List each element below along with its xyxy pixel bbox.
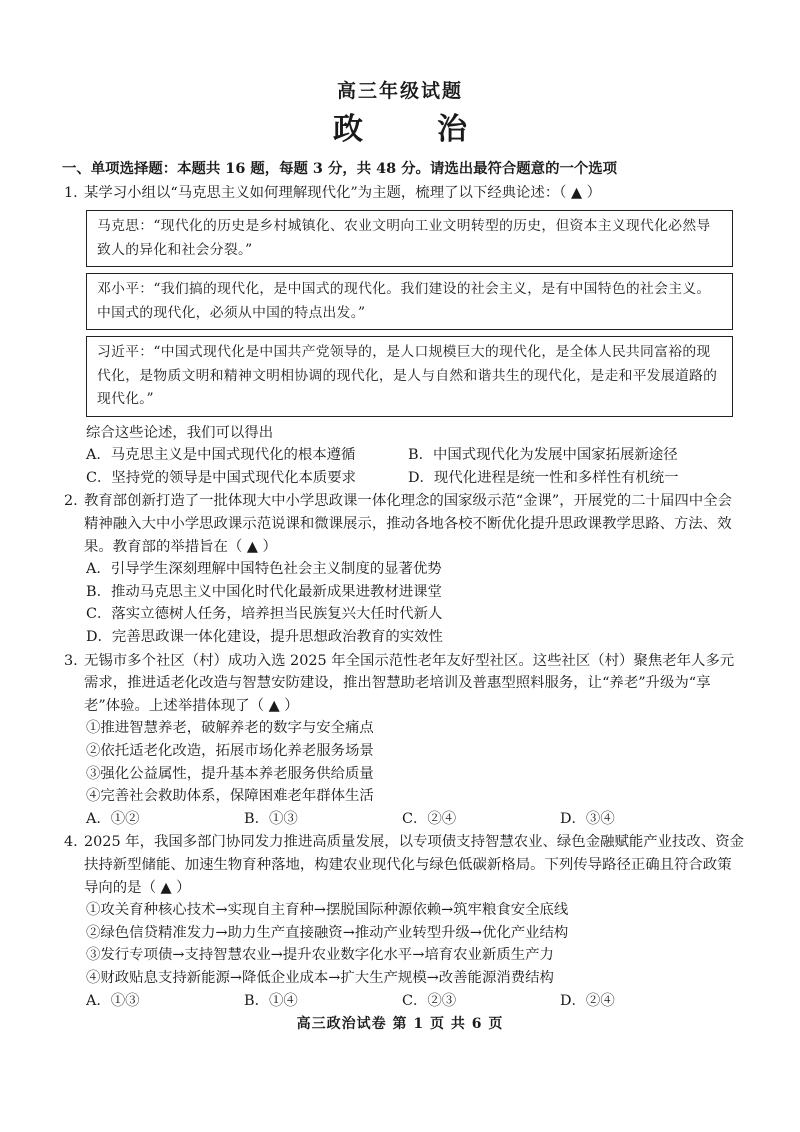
question-1-options: [64, 444, 744, 489]
question-4-stem: [64, 831, 744, 899]
question-1-lead: 综合这些论述，我们可以得出: [86, 424, 274, 441]
statement-2: ②绿色信贷精准发力→助力生产直接融资→推动产业转型升级→优化产业结构: [86, 924, 569, 941]
statement-1: ①推进智慧养老，破解养老的数字与安全痛点: [86, 720, 374, 737]
option-d: D．③④: [560, 810, 615, 827]
option-b: B．①③: [244, 810, 298, 827]
exam-title: 高三年级试题: [336, 80, 463, 102]
quote-box-xi: 习近平：“中国式现代化是中国共产党领导的，是人口规模巨大的现代化，是全体人民共同富裕的现代化，是物质文明和精神文明相协调的现代化，是人与自然和谐共生的现代化，是走和平发展道路的现代化。”: [86, 336, 733, 417]
statement-4: ④财政贴息支持新能源→降低企业成本→扩大生产规模→改善能源消费结构: [86, 969, 554, 986]
question-number: 2.: [64, 493, 78, 510]
option-a: A．马克思主义是中国式现代化的根本遵循: [86, 447, 356, 464]
quote-box-deng: 邓小平：“我们搞的现代化，是中国式的现代化。我们建设的社会主义，是有中国特色的社会主义。中国式的现代化，必须从中国的特点出发。”: [86, 273, 733, 330]
option-d: D．完善思政课一体化建设，提升思想政治教育的实效性: [86, 629, 443, 646]
option-a: A．①③: [86, 992, 140, 1009]
page-footer: 高三政治试卷 第 1 页 共 6 页: [296, 1016, 504, 1032]
question-3: [64, 650, 744, 831]
option-a: A．①②: [86, 810, 140, 827]
question-2-options: [64, 558, 744, 648]
question-3-stem: [64, 650, 744, 718]
statement-2: ②依托适老化改造，拓展市场化养老服务场景: [86, 743, 374, 759]
question-1-stem: [64, 182, 744, 205]
option-b: B．①④: [244, 992, 298, 1009]
question-number: 1.: [64, 184, 78, 201]
section-title: 一、单项选择题：本题共 16 题，每题 3 分，共 48 分。请选出最符合题意的一个选项: [62, 160, 618, 177]
statement-4: ④完善社会救助体系，保障困难老年群体生活: [86, 788, 374, 805]
question-1: [64, 182, 744, 490]
option-c: C．坚持党的领导是中国式现代化本质要求: [86, 469, 357, 486]
exam-content: [64, 158, 744, 1012]
question-text: 无锡市多个社区（村）成功入选 2025 年全国示范性老年友好型社区。这些社区（村）聚焦老年人多元需求，推进适老化改造与智慧安防建设，推出智慧助老培训及普惠型照料服务，让“养老”升级为“享老”体验。上述举措体现了（ ▲ ）: [84, 652, 735, 714]
statement-3: ③强化公益属性，提升基本养老服务供给质量: [86, 765, 374, 782]
option-c: C．②③: [402, 992, 457, 1009]
option-b: B．中国式现代化为发展中国家拓展新途径: [408, 447, 678, 464]
option-d: D．②④: [560, 992, 615, 1009]
option-c: C．落实立德树人任务，培养担当民族复兴大任时代新人: [86, 606, 443, 623]
question-text: 某学习小组以“马克思主义如何理解现代化”为主题，梳理了以下经典论述：（ ▲ ）: [84, 184, 602, 201]
question-2: [64, 490, 744, 648]
option-b: B．推动马克思主义中国化时代化最新成果进教材进课堂: [86, 583, 442, 600]
statement-1: ①攻关育种核心技术→实现自主育种→摆脱国际种源依赖→筑牢粮食安全底线: [86, 902, 569, 919]
exam-subject: 政 治: [333, 112, 489, 147]
question-text: 2025 年，我国多部门协同发力推进高质量发展，以专项债支持智慧农业、绿色金融赋能产业技改、资金扶持新型储能、加速生物育种落地，构建农业现代化与绿色低碳新格局。下列传导路径正确且符合政策导向的是（ ▲ ）: [84, 834, 744, 896]
option-a: A．引导学生深刻理解中国特色社会主义制度的显著优势: [86, 561, 442, 578]
quote-box-marx: 马克思：“现代化的历史是乡村城镇化、农业文明向工业文明转型的历史，但资本主义现代化必然导致人的异化和社会分裂。”: [86, 210, 733, 267]
statement-3: ③发行专项债→支持智慧农业→提升农业数字化水平→培育农业新质生产力: [86, 947, 554, 964]
question-2-stem: [64, 490, 744, 558]
option-d: D．现代化进程是统一性和多样性有机统一: [408, 469, 679, 486]
question-number: 3.: [64, 652, 78, 669]
question-4: [64, 831, 744, 1012]
question-4-options: [64, 990, 744, 1013]
option-c: C．②④: [402, 810, 457, 827]
question-text: 教育部创新打造了一批体现大中小学思政课一体化理念的国家级示范“金课”，开展党的二十届四中全会精神融入大中小学思政课示范说课和微课展示，推动各地各校不断优化提升思政课教学思路、方法、效果。教育部的举措旨在（ ▲ ）: [84, 493, 732, 555]
question-3-options: [64, 808, 744, 831]
question-number: 4.: [64, 834, 78, 851]
